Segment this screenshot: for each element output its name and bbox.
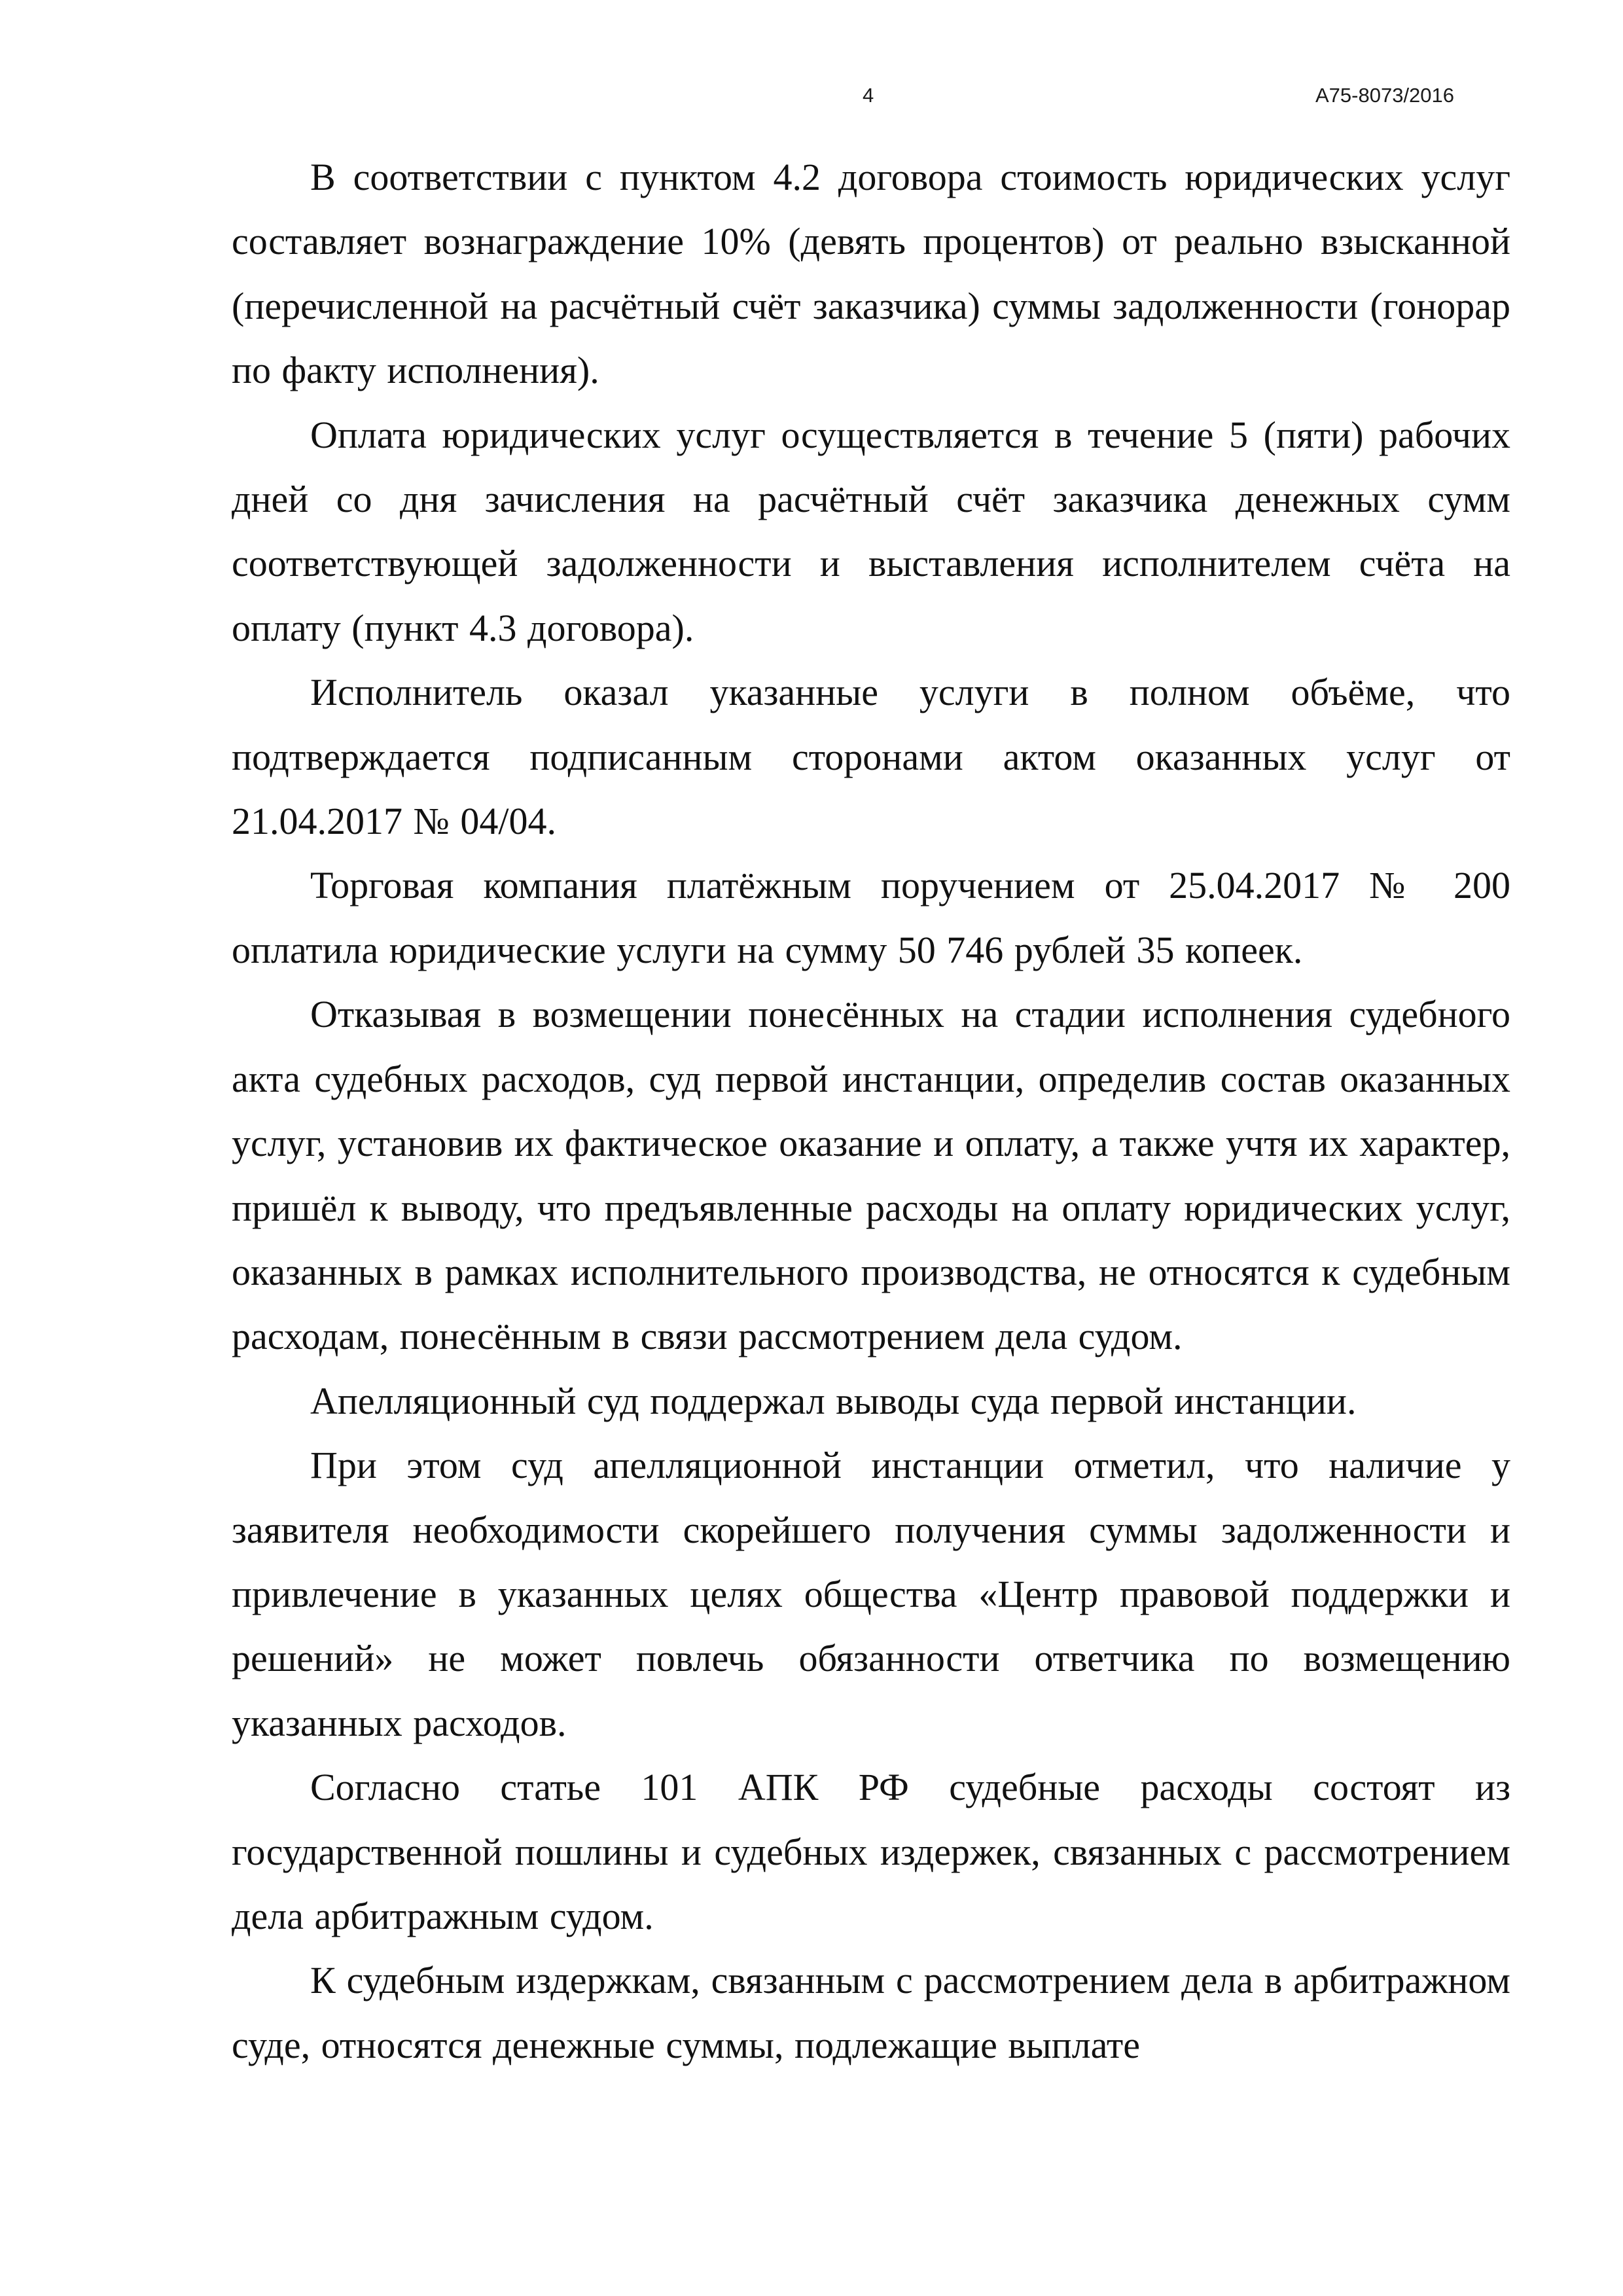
page-header [0,84,1623,117]
paragraph-appeal-note: При этом суд апелляционной инстанции отметил, что наличие у заявителя необходимости скорейшего получения суммы задолженности и привлечение в указанных целях общества «Центр правовой поддержки и решений» не может повлечь обязанности ответчика по возмещению указанных расходов. [232,1444,1510,1744]
paragraph-article-101: Согласно статье 101 АПК РФ судебные расходы состоят из государственной пошлины и судебных издержек, связанных с рассмотрением дела арбитражным судом. [232,1766,1510,1937]
paragraph-services-act: Исполнитель оказал указанные услуги в полном объёме, что подтверждается подписанным сторонами актом оказанных услуг от 21.04.2017 № 04/04. [232,671,1510,843]
paragraph-court-costs: К судебным издержкам, связанным с рассмотрением дела в арбитражном суде, относятся денежные суммы, подлежащие выплате [232,1959,1510,2066]
case-number: А75-8073/2016 [1315,84,1455,107]
paragraph-payment-order: Торговая компания платёжным поручением от 25.04.2017 № 200 оплатила юридические услуги на сумму 50 746 рублей 35 копеек. [232,864,1510,971]
paragraph-legal-fee-terms: В соответствии с пунктом 4.2 договора стоимость юридических услуг составляет вознаграждение 10% (девять процентов) от реально взысканной (перечисленной на расчётный счёт заказчика) суммы задолженности (гонорар по факту исполнения). [232,156,1510,392]
page-number: 4 [863,84,874,107]
document-body [232,145,1510,2077]
paragraph-payment-terms: Оплата юридических услуг осуществляется в течение 5 (пяти) рабочих дней со дня зачисления на расчётный счёт заказчика денежных сумм соответствующей задолженности и выставления исполнителем счёта на оплату (пункт 4.3 договора). [232,413,1510,649]
paragraph-appeal-support: Апелляционный суд поддержал выводы суда первой инстанции. [310,1379,1357,1422]
paragraph-first-instance-refusal: Отказывая в возмещении понесённых на стадии исполнения судебного акта судебных расходов, суд первой инстанции, определив состав оказанных услуг, установив их фактическое оказание и оплату, а также учтя их характер, пришёл к выводу, что предъявленные расходы на оплату юридических услуг, оказанных в рамках исполнительного производства, не относятся к судебным расходам, понесённым в связи рассмотрением дела судом. [232,993,1510,1358]
